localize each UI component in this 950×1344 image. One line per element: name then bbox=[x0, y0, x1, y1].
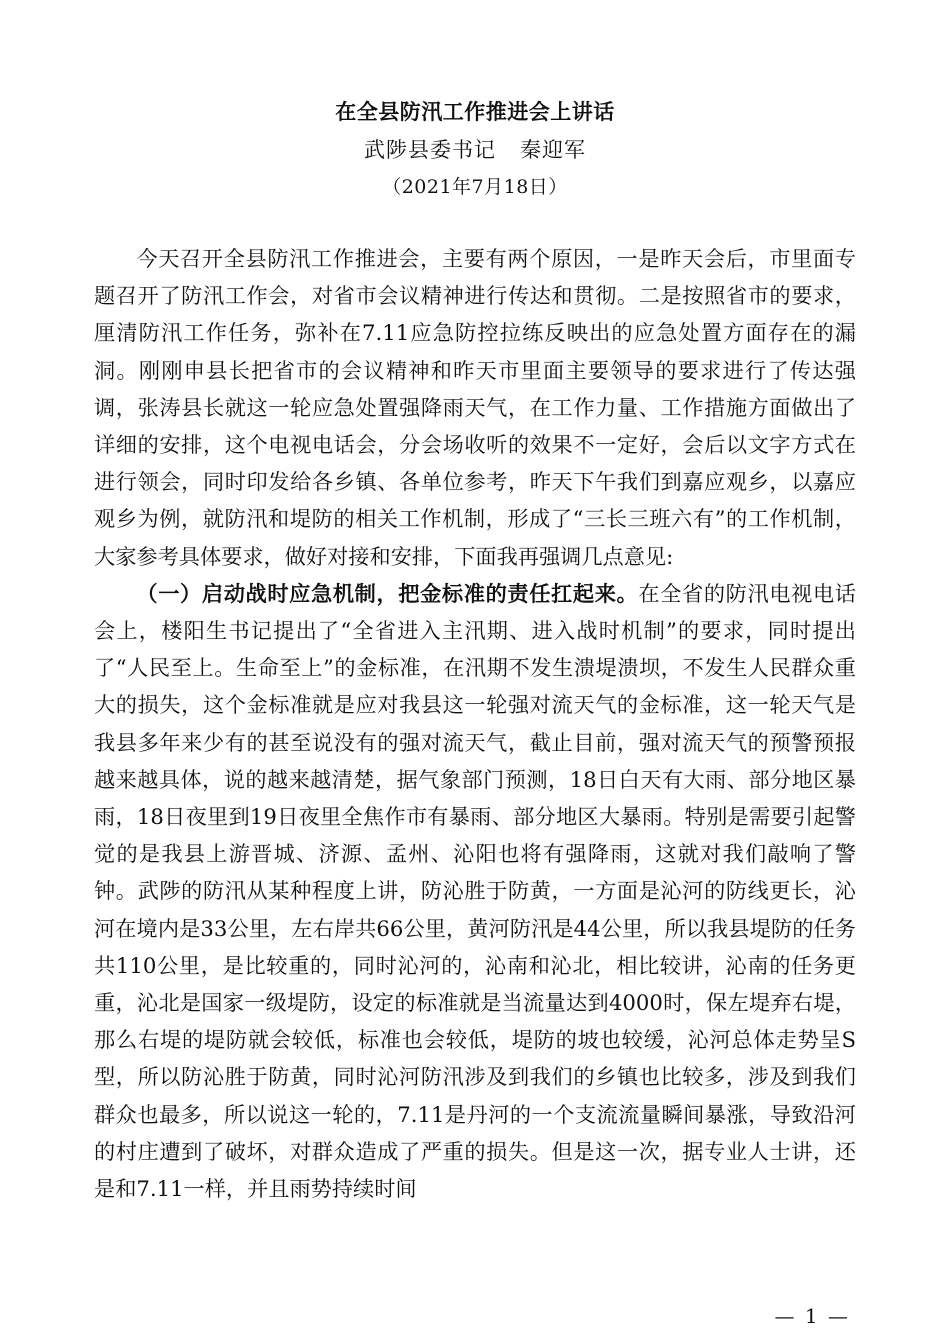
section-1-heading: （一）启动战时应急机制，把金标准的责任扛起来。 bbox=[136, 580, 639, 606]
paragraph-section-1 bbox=[94, 575, 856, 1207]
paragraph-intro: 今天召开全县防汛工作推进会，主要有两个原因，一是昨天会后，市里面专题召开了防汛工作会，对省市会议精神进行传达和贯彻。二是按照省市的要求，厘清防汛工作任务，弥补在7.11应急防控拉练反映出的应急处置方面存在的漏洞。刚刚申县长把省市的会议精神和昨天市里面主要领导的要求进行了传达强调，张涛县长就这一轮应急处置强降雨天气，在工作力量、工作措施方面做出了详细的安排，这个电视电话会，分会场收听的效果不一定好，会后以文字方式在进行领会，同时印发给各乡镇、各单位参考，昨天下午我们到嘉应观乡，以嘉应观乡为例，就防汛和堤防的相关工作机制，形成了“三长三班六有”的工作机制，大家参考具体要求，做好对接和安排，下面我再强调几点意见: bbox=[94, 246, 856, 569]
section-1-text: 在全省的防汛电视电话会上，楼阳生书记提出了“全省进入主汛期、进入战时机制”的要求，同时提出了“人民至上。生命至上”的金标准，在汛期不发生溃堤溃坝，不发生人民群众重大的损失，这个金标准就是应对我县这一轮强对流天气的金标准，这一轮天气是我县多年来少有的甚至说没有的强对流天气，截止目前，强对流天气的预警预报越来越具体，说的越来越清楚，据气象部门预测，18日白天有大雨、部分地区暴雨，18日夜里到19日夜里全焦作市有暴雨、部分地区大暴雨。特别是需要引起警觉的是我县上游晋城、济源、孟州、沁阳也将有强降雨，这就对我们敲响了警钟。武陟的防汛从某种程度上讲，防沁胜于防黄，一方面是沁河的防线更长，沁河在境内是33公里，左右岸共66公里，黄河防汛是44公里，所以我县堤防的任务共110公里，是比较重的，同时沁河的，沁南和沁北，相比较讲，沁南的任务更重，沁北是国家一级堤防，设定的标准就是当流量达到4000时，保左堤弃右堤，那么右堤的堤防就会较低，标准也会较低，堤防的坡也较缓，沁河总体走势呈S型，所以防沁胜于防黄，同时沁河防汛涉及到我们的乡镇也比较多，涉及到我们群众也最多，所以说这一轮的，7.11是丹河的一个支流流量瞬间暴涨，导致沿河的村庄遭到了破坏，对群众造成了严重的损失。但是这一次，据专业人士讲，还是和7.11一样，并且雨势持续时间 bbox=[94, 580, 856, 1202]
author-name: 秦迎军 bbox=[520, 138, 586, 162]
document-body bbox=[94, 240, 856, 1207]
document-title: 在全县防汛工作推进会上讲话 bbox=[335, 99, 615, 124]
author-line bbox=[0, 134, 950, 164]
page-number: — 1 — bbox=[774, 1304, 850, 1328]
author-position: 武陟县委书记 bbox=[364, 138, 496, 162]
speech-date: （2021年7月18日） bbox=[382, 176, 568, 198]
